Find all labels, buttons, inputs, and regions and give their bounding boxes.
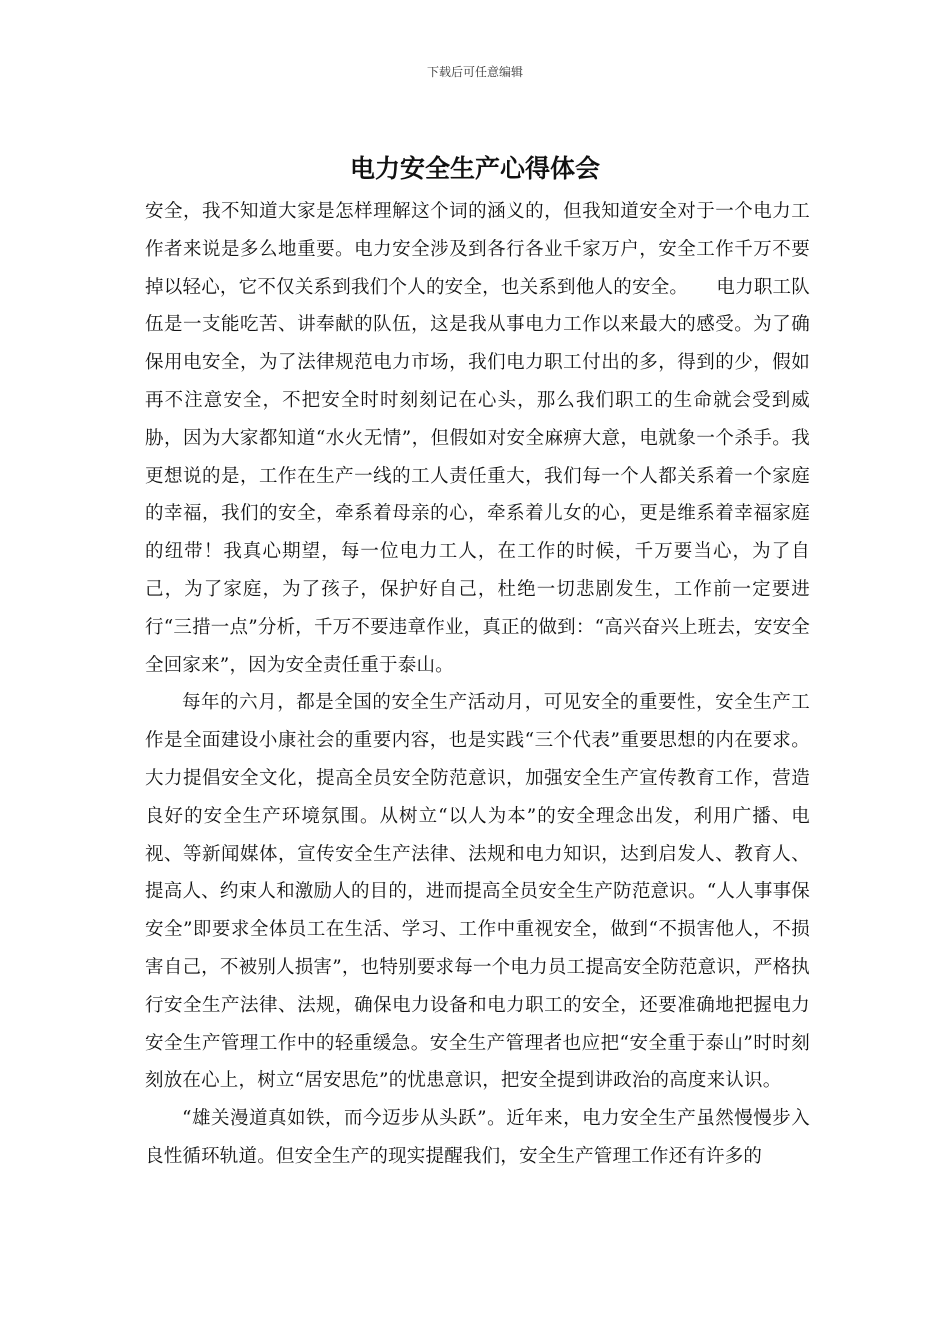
paragraph-3: “雄关漫道真如铁，而今迈步从头跃”。近年来，电力安全生产虽然慢慢步入良性循环轨道。但安全生产的现实提醒我们，安全生产管理工作还有许多的 [145,1108,810,1167]
document-title: 电力安全生产心得体会 [349,154,600,183]
paragraph-2: 每年的六月，都是全国的安全生产活动月，可见安全的重要性，安全生产工作是全面建设小康社会的重要内容，也是实践“三个代表”重要思想的内在要求。大力提倡安全文化，提高全员安全防范意识，加强安全生产宣传教育工作，营造良好的安全生产环境氛围。从树立“以人为本”的安全理念出发，利用广播、电视、等新闻媒体，宣传安全生产法律、法规和电力知识，达到启发人、教育人、提高人、约束人和激励人的目的，进而提高全员安全生产防范意识。“人人事事保安全”即要求全体员工在生活、学习、工作中重视安全，做到“不损害他人，不损害自己，不被别人损害”，也特别要求每一个电力员工提高安全防范意识，严格执行安全生产法律、法规，确保电力设备和电力职工的安全，还要准确地把握电力安全生产管理工作中的轻重缓急。安全生产管理者也应把“安全重于泰山”时时刻刻放在心上，树立“居安思危”的忧患意识，把安全提到讲政治的高度来认识。 [145,692,810,1092]
paragraph-1: 安全，我不知道大家是怎样理解这个词的涵义的，但我知道安全对于一个电力工作者来说是多么地重要。电力安全涉及到各行各业千家万户，安全工作千万不要掉以轻心，它不仅关系到我们个人的安全，也关系到他人的安全。 电力职工队伍是一支能吃苦、讲奉献的队伍，这是我从事电力工作以来最大的感受。为了确保用电安全，为了法律规范电力市场，我们电力职工付出的多，得到的少，假如再不注意安全，不把安全时时刻刻记在心头，那么我们职工的生命就会受到威胁，因为大家都知道“水火无情”，但假如对安全麻痹大意，电就象一个杀手。我更想说的是，工作在生产一线的工人责任重大，我们每一个人都关系着一个家庭的幸福，我们的安全，牵系着母亲的心，牵系着儿女的心，更是维系着幸福家庭的纽带！我真心期望，每一位电力工人，在工作的时候，千万要当心，为了自己，为了家庭，为了孩子，保护好自己，杜绝一切悲剧发生，工作前一定要进行“三措一点”分析，千万不要违章作业，真正的做到：“高兴奋兴上班去，安安全全回家来”，因为安全责任重于泰山。 [145,201,810,676]
header-note: 下载后可任意编辑 [426,65,523,79]
document-body [145,193,810,1176]
